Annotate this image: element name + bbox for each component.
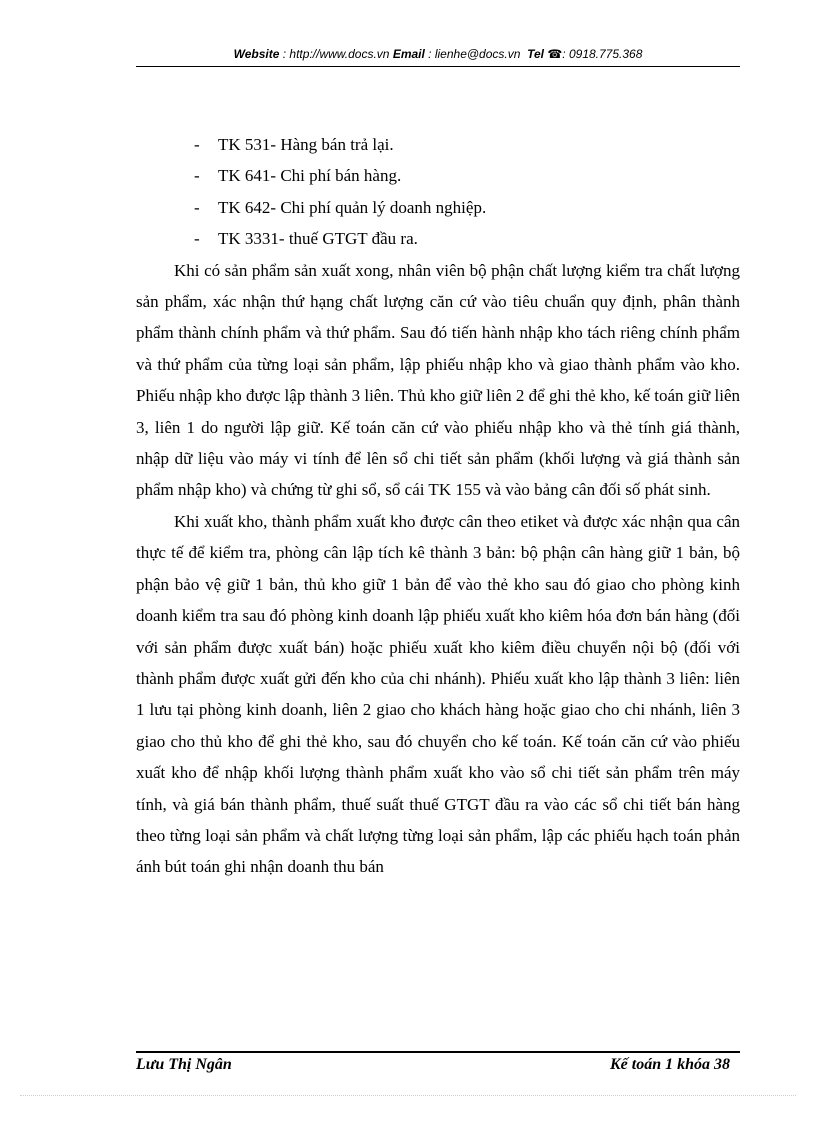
bullet-dash: - (194, 197, 200, 217)
document-body (136, 129, 740, 883)
bullet-dash: - (194, 135, 200, 154)
footer-course: Kế toán 1 khóa 38 (609, 1056, 730, 1073)
bullet-item (136, 129, 740, 160)
website-label: Website (233, 47, 280, 61)
paragraph-warehouse-issue: Khi xuất kho, thành phẩm xuất kho được cân theo etiket và được xác nhận qua cân thực tế để kiểm tra, phòng cân lập tích kê thành 3 bản: bộ phận cân hàng giữ 1 bản, bộ phận bảo vệ giữ 1 bản, thủ kho giữ 1 bản để vào thẻ kho sau đó giao cho phòng kinh doanh kiểm tra sau đó phòng kinh doanh lập phiếu xuất kho kiêm hóa đơn bán hàng (đối với sản phẩm được xuất bán) hoặc phiếu xuất kho kiêm điều chuyển nội bộ (đối với thành phẩm được xuất gửi đến kho của chi nhánh). Phiếu xuất kho lập thành 3 liên: liên 1 lưu tại phòng kinh doanh, liên 2 giao cho khách hàng hoặc giao cho chi nhánh, liên 3 giao cho thủ kho để ghi thẻ kho, sau đó chuyển cho kế toán. Kế toán căn cứ vào phiếu xuất kho để nhập khối lượng thành phẩm xuất kho vào sổ chi tiết sản phẩm trên máy tính, và giá bán thành phẩm, thuế suất thuế GTGT đầu ra vào các sổ chi tiết bán hàng theo từng loại sản phẩm và chất lượng từng loại sản phẩm, lập các phiếu hạch toán phản ánh bút toán ghi nhận doanh thu bán (136, 511, 740, 877)
email-value[interactable]: lienhe@docs.vn (434, 47, 521, 61)
page-edge-divider (20, 1095, 796, 1096)
header-divider (136, 66, 740, 67)
bullet-text: TK 3331- thuế GTGT đầu ra. (218, 229, 418, 249)
bullet-text: TK 531- Hàng bán trả lại. (218, 135, 394, 154)
website-separator: : (279, 47, 290, 61)
page-header (136, 47, 740, 61)
footer-author: Lưu Thị Ngân (136, 1056, 232, 1073)
bullet-text: TK 641- Chi phí bán hàng. (218, 166, 402, 186)
bullet-dash: - (194, 166, 200, 186)
bullet-dash: - (194, 229, 200, 249)
bullet-item (136, 223, 740, 254)
bullet-item (136, 192, 740, 223)
email-separator: : (424, 47, 435, 61)
tel-label: Tel (527, 47, 544, 61)
email-label: Email (392, 47, 425, 61)
footer-divider (136, 1051, 740, 1053)
phone-icon: ☎ (547, 47, 563, 61)
paragraph-warehouse-receipt: Khi có sản phẩm sản xuất xong, nhân viên bộ phận chất lượng kiểm tra chất lượng sản phẩm, xác nhận thứ hạng chất lượng căn cứ vào tiêu chuẩn quy định, phân thành phẩm thành chính phẩm và thứ phẩm. Sau đó tiến hành nhập kho tách riêng chính phẩm và thứ phẩm của từng loại sản phẩm, lập phiếu nhập kho và giao thành phẩm vào kho. Phiếu nhập kho được lập thành 3 liên. Thủ kho giữ liên 2 để ghi thẻ kho, kế toán giữ liên 3, liên 1 do người lập giữ. Kế toán căn cứ vào phiếu nhập kho và thẻ tính giá thành, nhập dữ liệu vào máy vi tính để lên sổ chi tiết sản phẩm (khối lượng và giá thành sản phẩm nhập kho) và chứng từ ghi sổ, sổ cái TK 155 và vào bảng cân đối số phát sinh. (136, 260, 740, 500)
website-url[interactable]: http://www.docs.vn (289, 47, 390, 61)
bullet-item (136, 160, 740, 191)
tel-value: : 0918.775.368 (562, 47, 643, 61)
bullet-text: TK 642- Chi phí quản lý doanh nghiệp. (218, 197, 487, 217)
